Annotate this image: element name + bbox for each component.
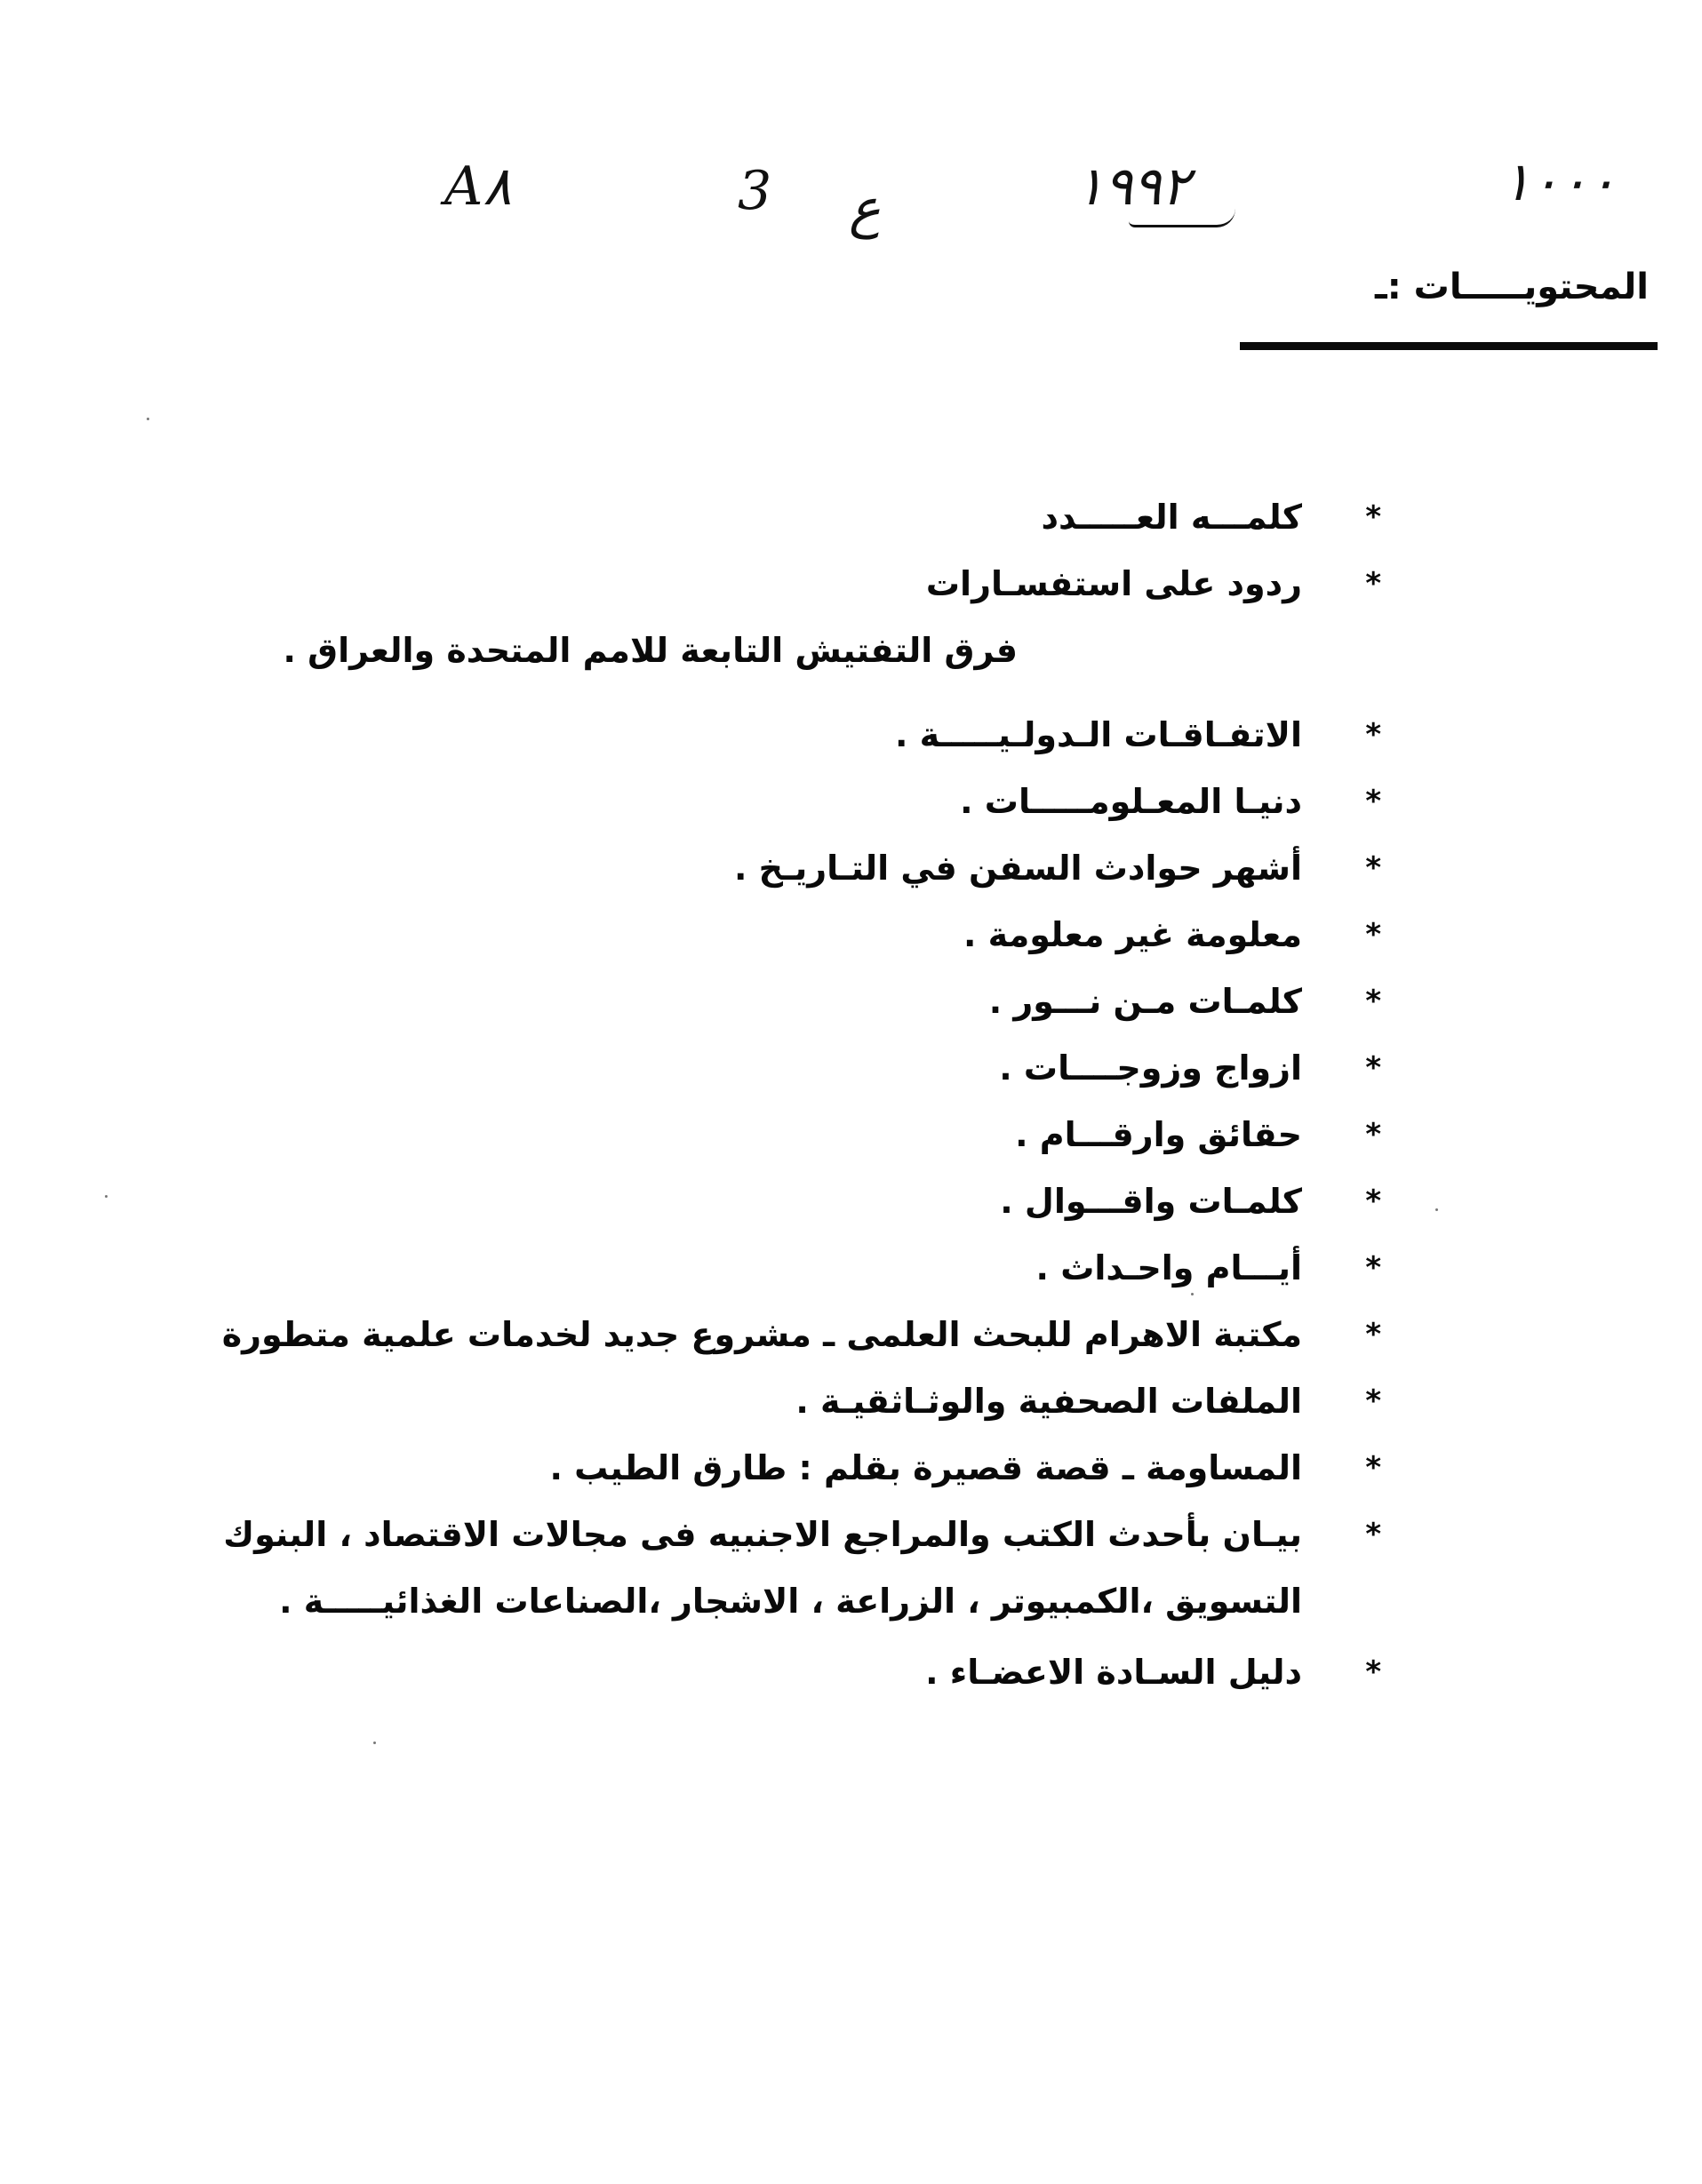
list-bullet: * [1364,1450,1383,1486]
contents-item: ردود على استفسـارات [925,564,1302,603]
list-bullet: * [1364,499,1383,535]
handwritten-note-number: ۱۰۰۰ [1502,151,1617,213]
scan-speck [373,1742,376,1744]
list-bullet: * [1364,1050,1383,1086]
contents-item: كلمـات واقـــوال . [1000,1182,1302,1221]
contents-item: دنيـا المعـلومـــــات . [960,782,1302,821]
list-bullet: * [1364,1517,1383,1552]
contents-item: بيـان بأحدث الكتب والمراجع الاجنبيه فى مجالات الاقتصاد ، البنوك [223,1515,1302,1554]
contents-item: التسويق ،الكمبيوتر ، الزراعة ، الاشجار ،الصناعات الغذائيـــــة . [279,1582,1302,1621]
contents-item: معلومة غير معلومة . [963,915,1302,954]
handwritten-year-stroke [1129,209,1235,227]
list-bullet: * [1364,1184,1383,1219]
handwritten-note-issue-number: 3 [738,160,772,222]
list-bullet: * [1364,917,1383,953]
list-bullet: * [1364,1654,1383,1690]
page-title: المحتويـــــات :ـ [1375,267,1649,307]
contents-item: حقائق وارقـــام . [1015,1115,1302,1154]
contents-item: ازواج وزوجــــات . [999,1048,1302,1088]
list-bullet: * [1364,1383,1383,1419]
handwritten-note-code: A۸ [444,155,512,218]
contents-item: كلمـــه العـــــدد [1041,498,1302,537]
scan-speck [1435,1208,1438,1211]
list-bullet: * [1364,566,1383,602]
scan-speck [1191,1293,1194,1295]
contents-item: كلمـات مـن نـــور . [988,982,1302,1021]
list-bullet: * [1364,1117,1383,1152]
list-bullet: * [1364,717,1383,753]
list-bullet: * [1364,1250,1383,1286]
list-bullet: * [1364,784,1383,819]
list-bullet: * [1364,1317,1383,1352]
scan-speck [105,1195,108,1198]
contents-item: دليل السـادة الاعضـاء . [925,1653,1302,1692]
contents-item: الاتفـاقـات الـدولـيـــــة . [894,715,1302,754]
contents-item: أيـــام واحـداث . [1035,1248,1302,1287]
title-underline [1240,342,1658,350]
list-bullet: * [1364,850,1383,886]
handwritten-note-letter: ع [849,178,881,240]
contents-item: المساومة ـ قصة قصيرة بقلم : طارق الطيب . [549,1448,1302,1487]
handwritten-note-year: ۱۹۹۲ [1075,155,1190,218]
scan-speck [147,418,149,420]
contents-item: الملفات الصحفية والوثـاثقيـة . [795,1382,1302,1421]
contents-item: فرق التفتيش التابعة للامم المتحدة والعراق . [283,631,1018,670]
contents-item: مكتبة الاهرام للبحث العلمى ـ مشروع جديد لخدمات علمية متطورة [221,1315,1302,1354]
list-bullet: * [1364,984,1383,1019]
contents-item: أشهر حوادث السفن في التـاريـخ . [733,849,1302,888]
